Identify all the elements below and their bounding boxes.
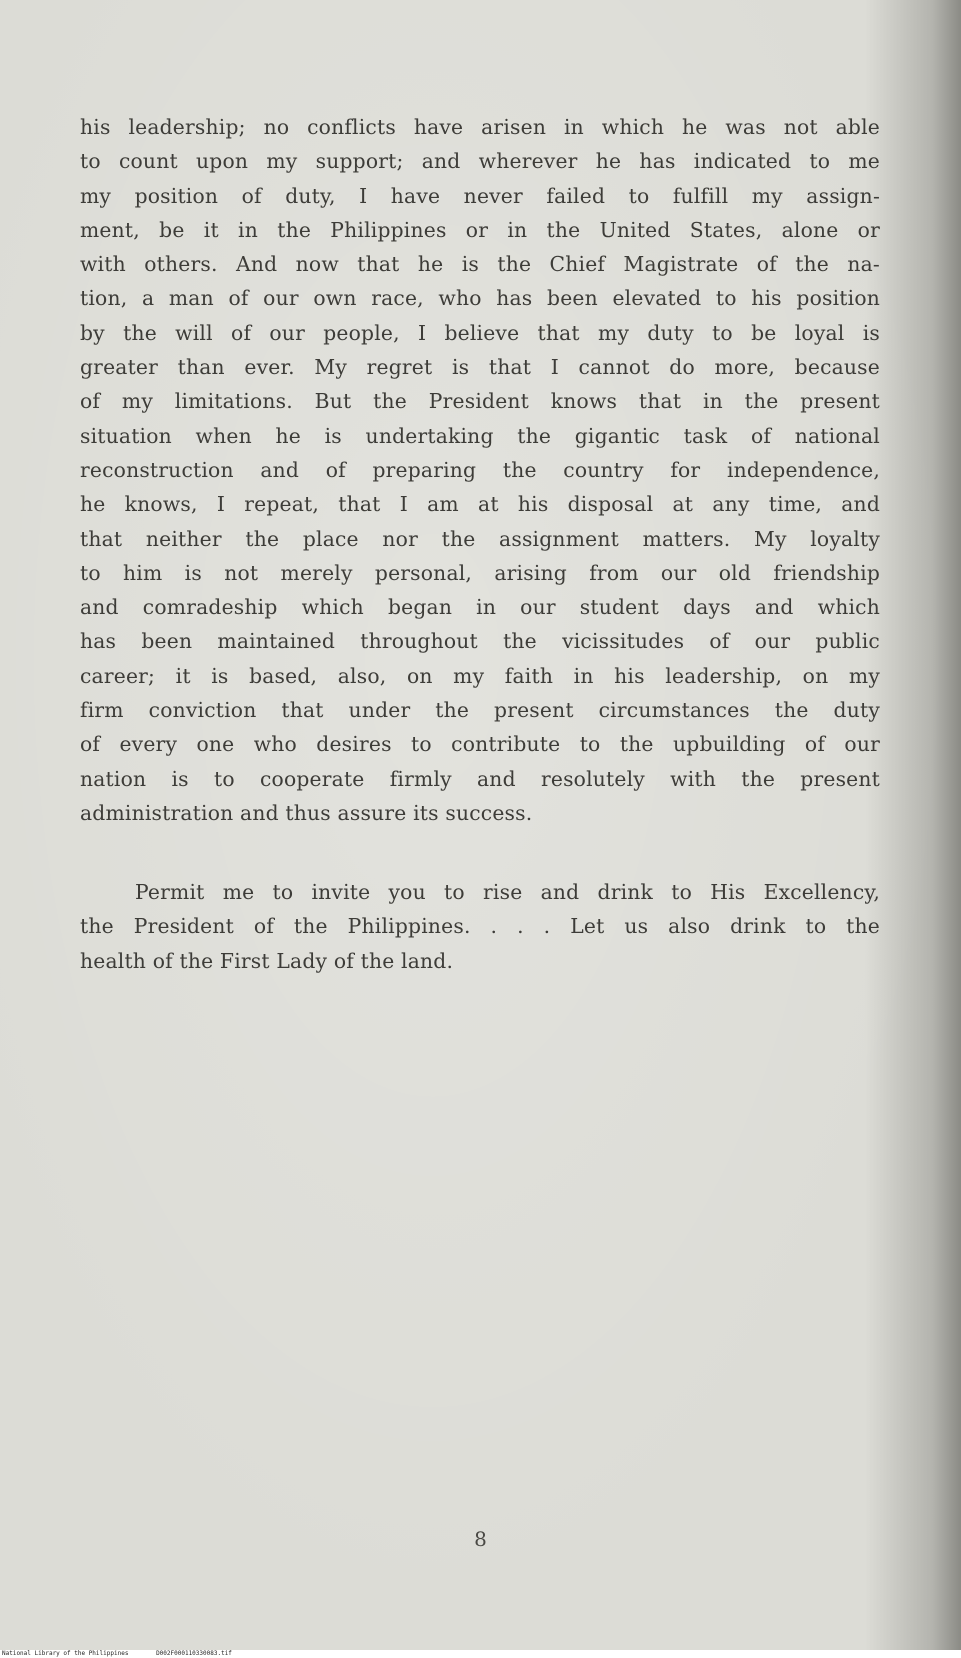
text-line: by the will of our people, I believe that my duty to be loyal is	[80, 320, 880, 345]
text-line: my position of duty, I have never failed to fulfill my assign-	[80, 183, 880, 208]
text-line: nation is to cooperate firmly and resolutely with the present	[80, 766, 880, 791]
text-line: with others. And now that he is the Chief Magistrate of the na-	[80, 252, 880, 277]
text-line: to him is not merely personal, arising from our old friendship	[80, 560, 880, 585]
text-line: administration and thus assure its success.	[80, 800, 533, 825]
text-line: has been maintained throughout the vicissitudes of our public	[80, 629, 880, 654]
text-line: of my limitations. But the President knows that in the present	[80, 389, 880, 414]
text-line: firm conviction that under the present circumstances the duty	[80, 698, 880, 723]
text-line: ment, be it in the Philippines or in the United States, alone or	[80, 217, 880, 242]
text-line: tion, a man of our own race, who has been elevated to his position	[80, 286, 880, 311]
library-name: National Library of the Philippines	[2, 1650, 129, 1657]
paragraph-2	[80, 875, 880, 978]
text-line: of every one who desires to contribute to the upbuilding of our	[80, 732, 880, 757]
paragraph-1	[80, 110, 880, 830]
text-line: he knows, I repeat, that I am at his disposal at any time, and	[80, 492, 880, 517]
file-id: D002F000110330083.tif	[156, 1650, 232, 1657]
scan-footer	[2, 1650, 256, 1658]
text-line: health of the First Lady of the land.	[80, 948, 454, 973]
page-number: 8	[474, 1527, 487, 1551]
text-line: and comradeship which began in our student days and which	[80, 595, 880, 620]
text-line: greater than ever. My regret is that I cannot do more, because	[80, 355, 880, 380]
text-line: reconstruction and of preparing the country for independence,	[80, 457, 880, 482]
text-line: his leadership; no conflicts have arisen in which he was not able	[80, 115, 880, 139]
text-line: situation when he is undertaking the gigantic task of national	[80, 423, 880, 448]
text-line: the President of the Philippines. . . . Let us also drink to the	[80, 914, 880, 939]
text-line: to count upon my support; and wherever he has indicated to me	[80, 149, 880, 174]
text-line: career; it is based, also, on my faith in his leadership, on my	[80, 663, 880, 688]
text-line: that neither the place nor the assignment matters. My loyalty	[80, 526, 880, 551]
text-line: Permit me to invite you to rise and drink to His Excellency,	[135, 880, 880, 904]
